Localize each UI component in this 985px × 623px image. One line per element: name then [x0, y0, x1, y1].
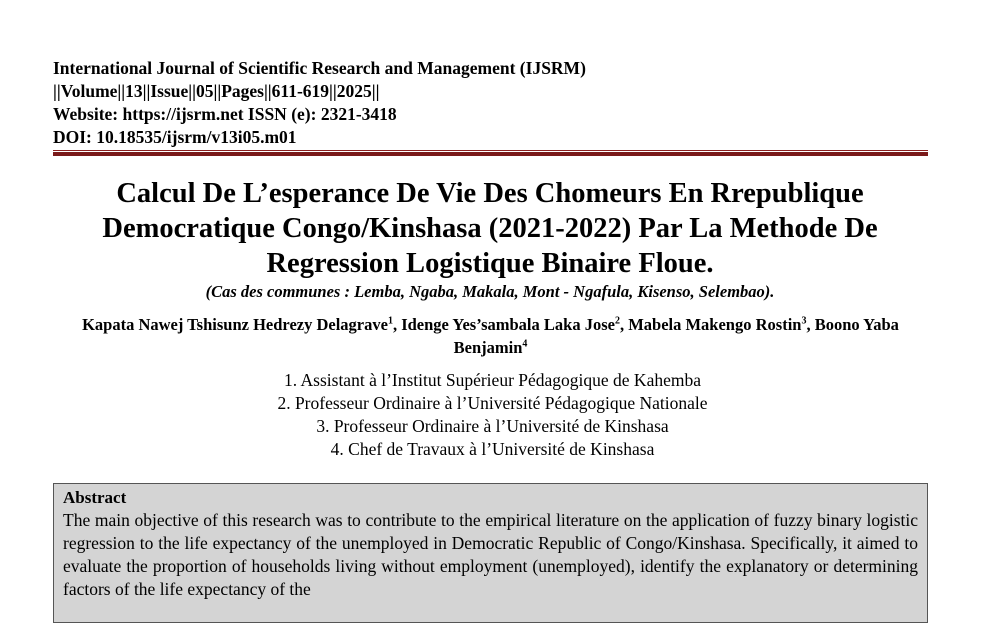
journal-doi: DOI: 10.18535/ijsrm/v13i05.m01	[53, 127, 297, 147]
paper-title	[60, 176, 920, 281]
journal-name: International Journal of Scientific Research and Management (IJSRM)	[53, 58, 586, 78]
affiliation-3: 3. Professeur Ordinaire à l’Université de Kinshasa	[316, 416, 669, 436]
author-2: Idenge Yes’sambala Laka Jose$^2$	[401, 315, 620, 334]
author-list: Kapata Nawej Tshisunz Hedrezy Delagrave$^1$, Idenge Yes’sambala Laka Jose$^2$, Mabela Makengo Rostin$^3$, Boono Yaba Benjamin$^4$	[82, 315, 899, 357]
journal-header	[53, 57, 933, 149]
author-4: Boono Yaba Benjamin$^4$	[453, 315, 899, 357]
header-rule-thick	[53, 152, 928, 156]
abstract-box	[53, 483, 928, 623]
author-1: Kapata Nawej Tshisunz Hedrezy Delagrave$^1$	[82, 315, 393, 334]
title-line-3: Regression Logistique Binaire Floue.	[266, 248, 714, 279]
journal-website-issn: Website: https://ijsrm.net ISSN (e): 2321-3418	[53, 104, 397, 124]
header-rule-thin	[53, 150, 928, 151]
affiliation-1: 1. Assistant à l’Institut Supérieur Pédagogique de Kahemba	[283, 370, 701, 390]
affiliation-2: 2. Professeur Ordinaire à l’Université Pédagogique Nationale	[277, 393, 708, 413]
abstract-heading: Abstract	[63, 488, 127, 507]
title-line-2: Democratique Congo/Kinshasa (2021-2022) Par La Methode De	[102, 213, 878, 244]
journal-volume-info: ||Volume||13||Issue||05||Pages||611-619||2025||	[53, 81, 380, 101]
abstract-text: The main objective of this research was to contribute to the empirical literature on the application of fuzzy binary logistic regression to the life expectancy of the unemployed in Democratic Republic of Congo/Kinshasa. Specifically, it aimed to evaluate the proportion of households living without employment (unemployed), identify the explanatory or determining factors of the life expectancy of the	[63, 510, 918, 599]
paper-subtitle: (Cas des communes : Lemba, Ngaba, Makala, Mont - Ngafula, Kisenso, Selembao).	[205, 282, 775, 301]
author-3: Mabela Makengo Rostin$^3$	[628, 315, 807, 334]
affiliation-4: 4. Chef de Travaux à l’Université de Kinshasa	[330, 439, 655, 459]
affiliation-list	[100, 369, 885, 461]
title-line-1: Calcul De L’esperance De Vie Des Chomeurs En Rrepublique	[116, 178, 864, 209]
